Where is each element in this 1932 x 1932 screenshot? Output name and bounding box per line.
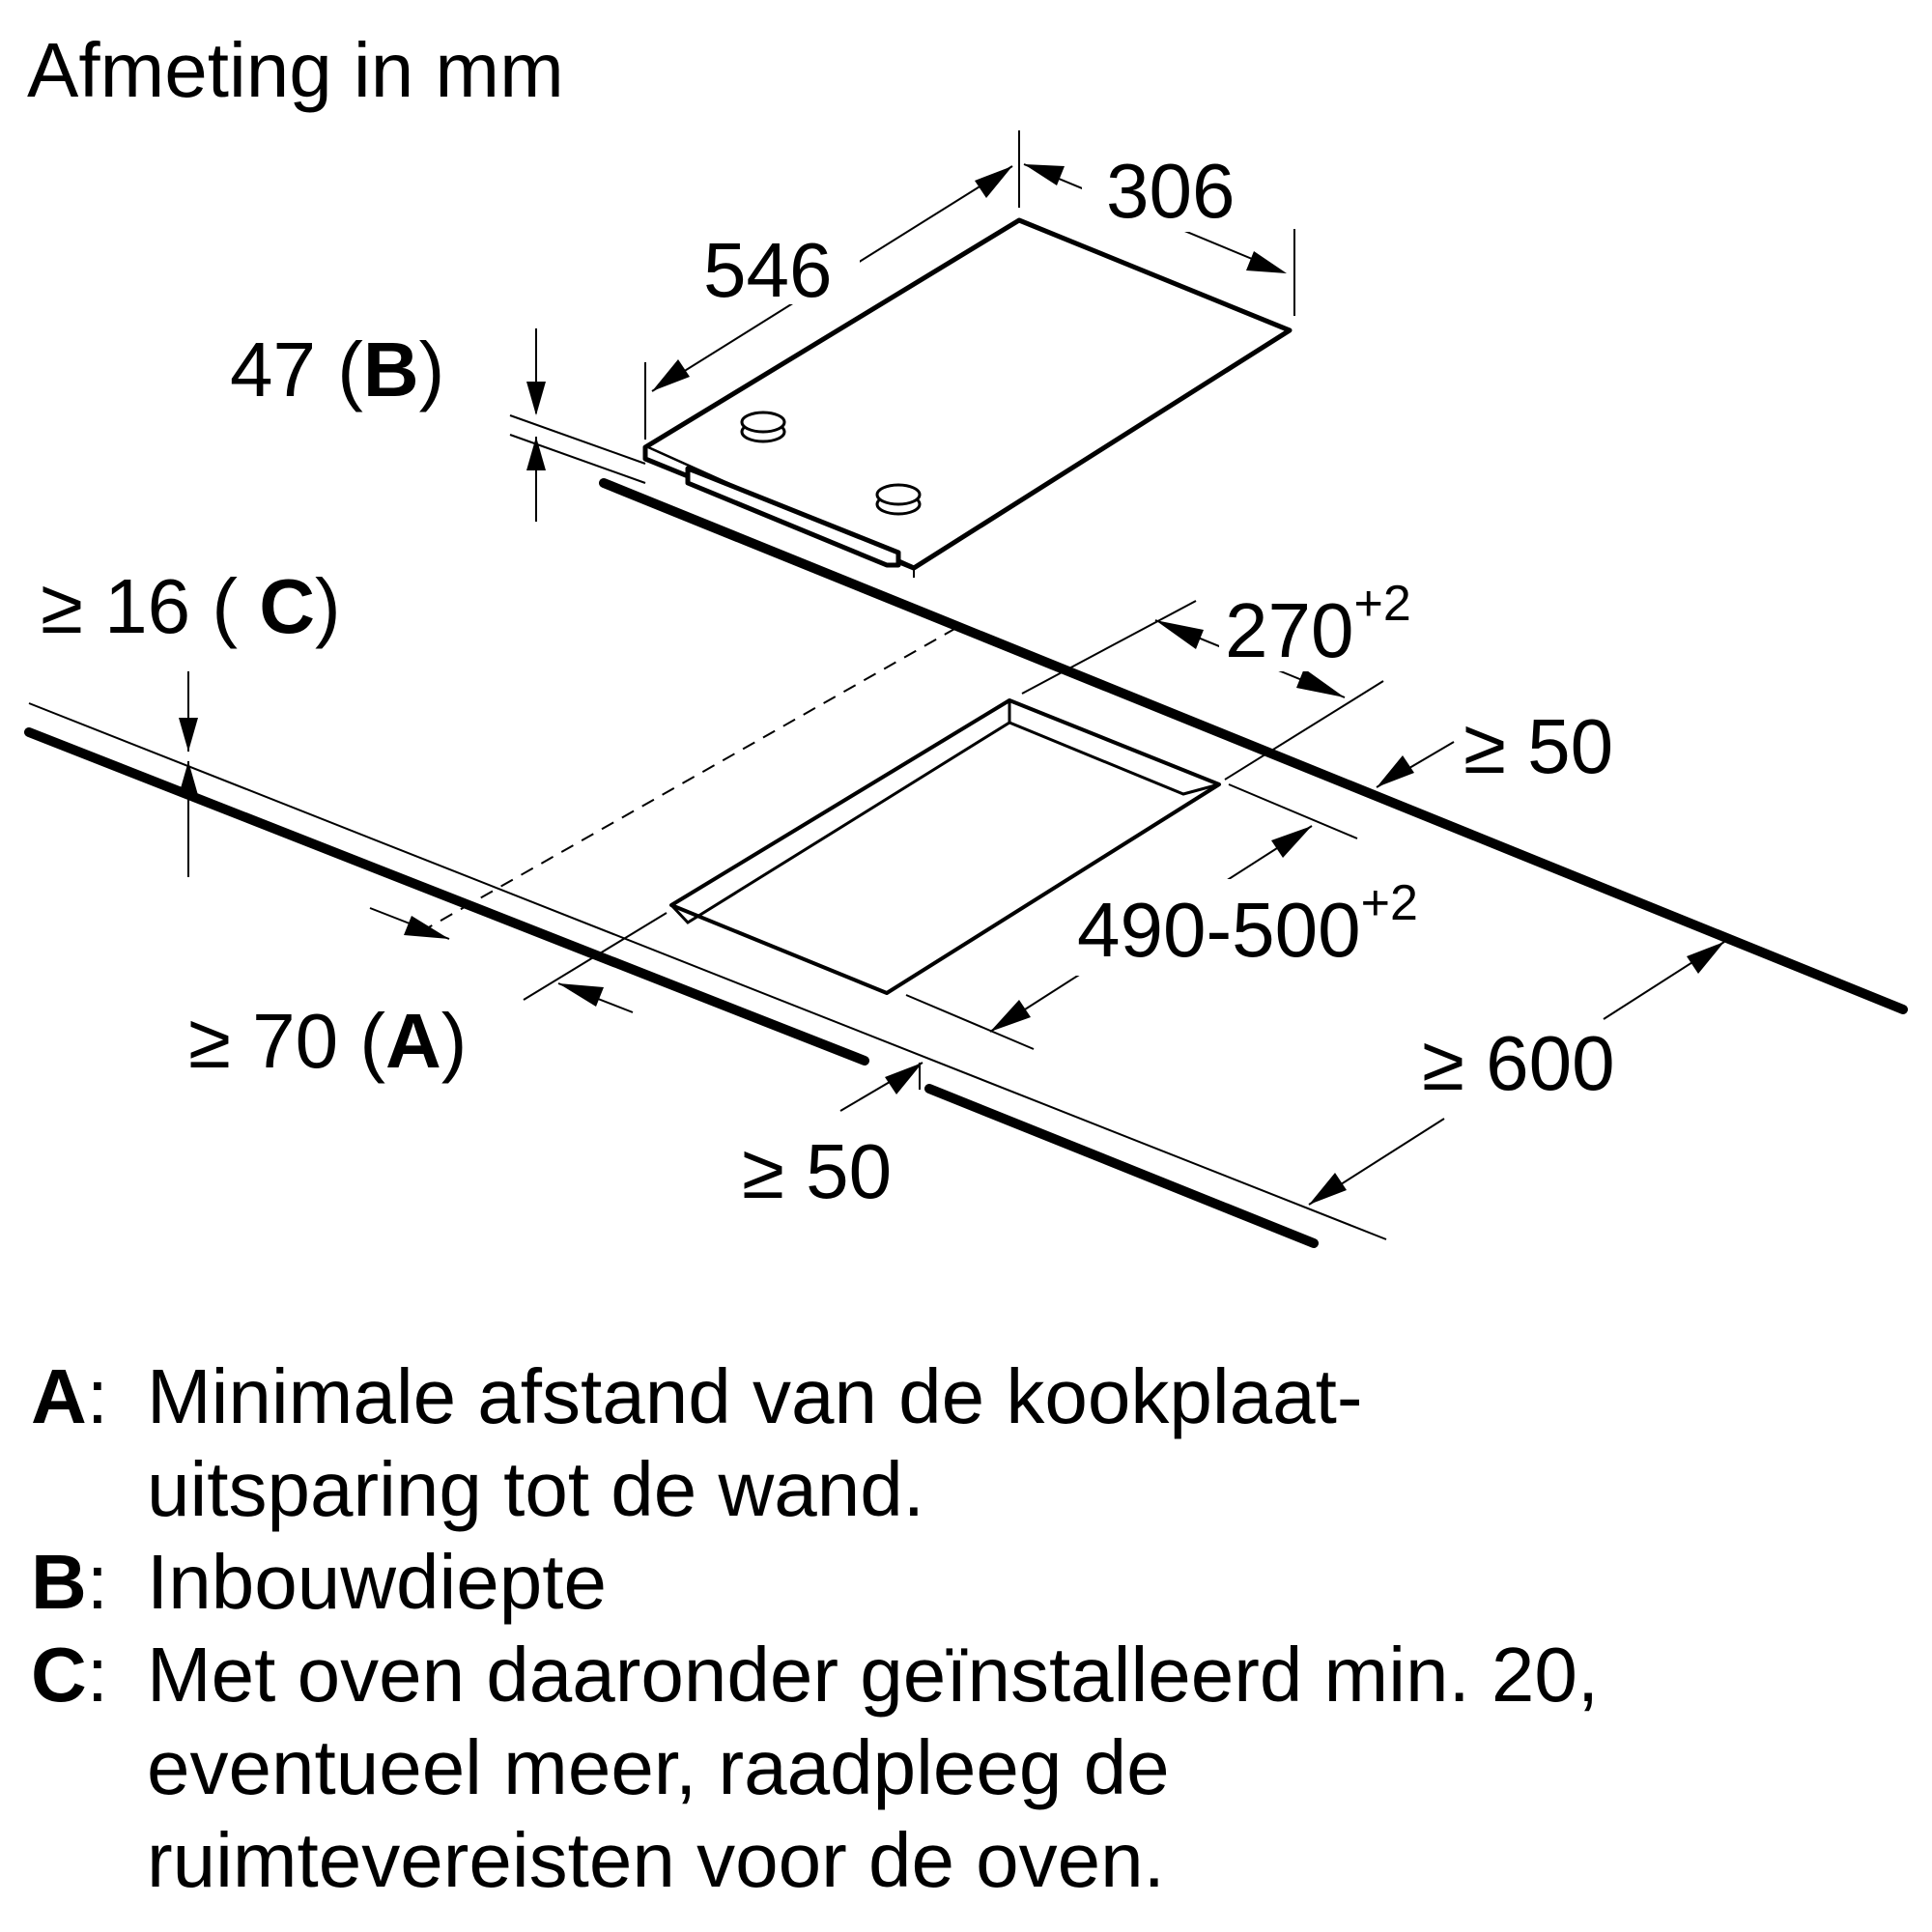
dim-cutout-depth [906,784,1480,1049]
dim-depth-label: 546 [703,227,833,313]
dim-counter-thickness-label: ≥ 16 ( C) [41,563,341,649]
dim-width-label: 306 [1106,148,1236,234]
diagram-title: Afmeting in mm [27,27,564,113]
dim-counter-thickness [41,563,341,877]
dim-front-clearance [742,1063,923,1214]
dim-front-clearance-label: ≥ 50 [742,1128,893,1214]
dim-cutout-depth-label: $490-500^{+2}$ [1077,875,1418,973]
legend-text-line: Met oven daaronder geïnstalleerd min. 20, [147,1632,1600,1718]
dim-side-clearance-label: ≥ 50 [1463,703,1614,789]
legend-item-b: B: Inbouwdiepte [31,1536,1905,1629]
control-knob-right [877,485,920,514]
dim-wall-distance-label: ≥ 70 (A) [188,998,468,1084]
cutout-inner-left [671,700,1009,923]
dim-counter-depth [1309,942,1724,1205]
legend [31,1350,1905,1907]
dim-height [230,327,645,522]
legend-item-c: C: Met oven daaronder geïnstalleerd min. 20, eventueel meer, raadpleeg de ruimtevereisten voor de oven. [31,1629,1905,1907]
control-knob-left [742,412,784,441]
legend-key: A [31,1353,87,1439]
legend-text-line: uitsparing tot de wand. [147,1446,924,1532]
countertop-front-edge-right [929,1089,1314,1243]
legend-item-a: A: Minimale afstand van de kookplaat- uitsparing tot de wand. [31,1350,1905,1536]
legend-text-line: Minimale afstand van de kookplaat- [147,1353,1363,1439]
dim-cutout-width-label: $270^{+2}$ [1225,576,1411,673]
legend-text-line: eventueel meer, raadpleeg de [147,1724,1170,1810]
dim-counter-depth-label: ≥ 600 [1422,1020,1615,1106]
legend-text-line: ruimtevereisten voor de oven. [147,1817,1165,1903]
legend-key: C [31,1632,87,1718]
legend-key: B [31,1539,87,1625]
dim-side-clearance [1377,703,1613,789]
dim-height-label: 47 (B) [230,327,445,412]
dim-wall-distance [188,908,667,1084]
legend-text-line: Inbouwdiepte [147,1539,607,1625]
